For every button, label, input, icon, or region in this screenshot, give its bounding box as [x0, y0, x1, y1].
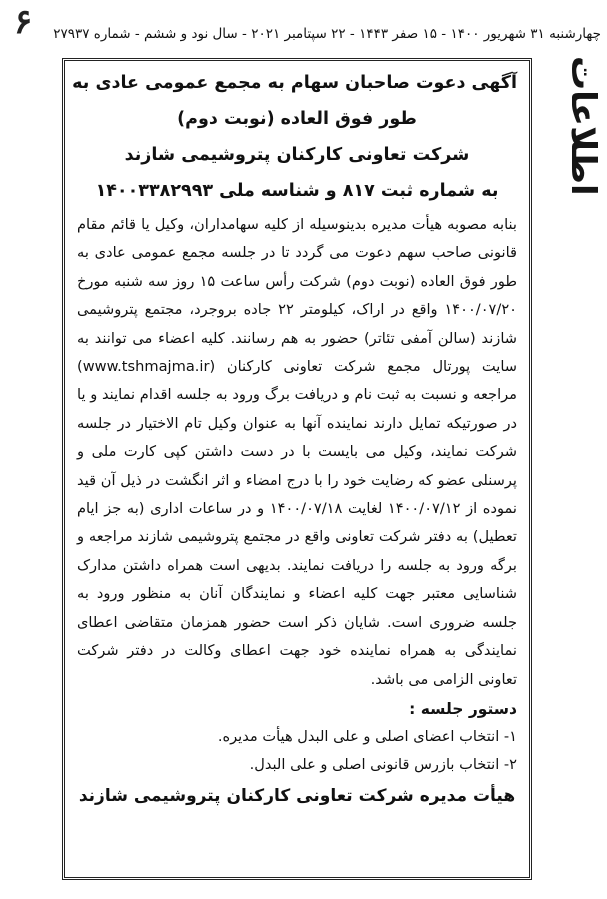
newspaper-header — [6, 4, 601, 48]
header-date-line: چهارشنبه ۳۱ شهریور ۱۴۰۰ - ۱۵ صفر ۱۴۴۳ - ۲۲ سپتامبر ۲۰۲۱ - سال نود و ششم - شماره ۲۷۹۳۷ — [53, 26, 601, 42]
ad-company-name: شرکت تعاونی کارکنان پتروشیمی شازند — [124, 145, 470, 165]
section-tag-text: اطلاعات — [563, 56, 603, 196]
agenda-item-2: ۲- انتخاب بازرس قانونی اصلی و علی البدل. — [249, 755, 517, 773]
agenda-item-1: ۱- انتخاب اعضای اصلی و علی البدل هیأت مدیره. — [217, 727, 517, 745]
advertisement-box — [62, 58, 532, 880]
section-tag — [551, 56, 603, 226]
agenda-heading: دستور جلسه : — [409, 699, 517, 718]
page-number: ۶ — [14, 4, 33, 42]
ad-title-line-2: طور فوق العاده (نوبت دوم) — [177, 109, 417, 129]
ad-body-text: بنابه مصوبه هیأت مدیره بدینوسیله از کلیه سهامداران، وکیل یا قائم مقام قانونی صاحب سهم دعوت می گردد تا در جلسه مجمع عمومی عادی به طور فوق العاده (نوبت دوم) شرکت رأس ساعت ۱۵ روز سه شنبه مورخ ۱۴۰۰/۰۷/۲۰ واقع در اراک، کیلومتر ۲۲ جاده بروجرد، مجتمع پتروشیمی شازند (سالن آمفی تئاتر) حضور به هم رسانند. کلیه اعضاء می توانند به سایت پورتال مجمع شرکت تعاونی کارکنان (www.tshmajma.ir) مراجعه و نسبت به ثبت نام و دریافت برگ ورود به جلسه اقدام نمایند و یا در صورتیکه تمایل دارند نماینده آنها به عنوان وکیل تام الاختیار در جلسه شرکت نمایند، وکیل می بایست با در دست داشتن کپی کارت ملی و پرسنلی عضو که رضایت خود را با درج امضاء و اثر انگشت در ذیل آن قید نموده از ۱۴۰۰/۰۷/۱۲ لغایت ۱۴۰۰/۰۷/۱۸ و در ساعات اداری (به جز ایام تعطیل) به دفتر شرکت تعاونی واقع در مجتمع پتروشیمی شازند مراجعه و برگه ورود به جلسه را دریافت نمایند. بدیهی است همراه داشتن مدارک شناسایی معتبر جهت کلیه اعضاء و نمایندگان آنان به منظور ورود به جلسه ضروری است. شایان ذکر است حضور همزمان متقاضی اعطای نمایندگی به همراه نماینده خود جهت اعطای وکالت در دفتر شرکت تعاونی الزامی می باشد. — [77, 216, 518, 688]
ad-signature: هیأت مدیره شرکت تعاونی کارکنان پتروشیمی شازند — [78, 785, 516, 806]
ad-registration-line: به شماره ثبت ۸۱۷ و شناسه ملی ۱۴۰۰۳۳۸۲۹۹۳ — [95, 181, 499, 201]
ad-title-line-1: آگهی دعوت صاحبان سهام به مجمع عمومی عادی به — [72, 73, 517, 93]
